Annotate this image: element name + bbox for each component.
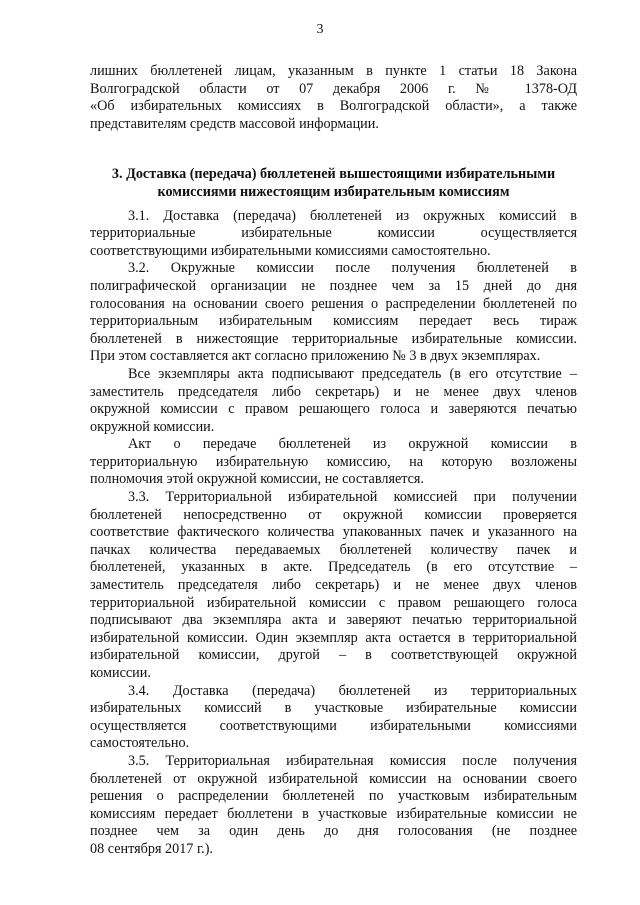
text-line: Акт о передаче бюллетеней из окружной комиссии в — [128, 436, 577, 453]
text-line: пачках количества передаваемых бюллетеней количеству пачек и — [90, 541, 577, 558]
text-line: «Об избирательных комиссиях в Волгоградской области», а также — [90, 98, 577, 115]
text-line: голосования на основании своего решения о распределении бюллетеней по — [90, 295, 577, 312]
paragraph-act-signers — [90, 366, 577, 436]
text-line: территориальную избирательную комиссию, на которую возложены — [90, 453, 577, 470]
text-line: 3.5. Территориальная избирательная комиссия после получения — [128, 752, 577, 769]
text-line: представителям средств массовой информации. — [90, 115, 379, 132]
section-heading — [90, 166, 577, 201]
text-line: бюллетеней непосредственно от окружной комиссии проверяется — [90, 506, 577, 523]
page-number: 3 — [316, 22, 324, 37]
text-line: соответствие фактического количества упакованных пачек и указанного на — [90, 524, 577, 541]
text-line: Волгоградской области от 07 декабря 2006 г. № 1378-ОД — [90, 80, 577, 97]
text-line: заместитель председателя либо секретарь) и не менее двух членов — [90, 577, 577, 594]
text-line: самостоятельно. — [90, 735, 190, 752]
text-line: подписывают два экземпляра акта и заверяют печатью территориальной — [90, 612, 577, 629]
paragraph-3-2 — [90, 260, 577, 366]
text-line: осуществляется соответствующими избирательными комиссиями — [90, 717, 577, 734]
text-line: позднее чем за один день до дня голосования (не позднее — [90, 823, 577, 840]
text-line: 3.2. Окружные комиссии после получения бюллетеней в — [128, 260, 577, 277]
text-line: 3.1. Доставка (передача) бюллетеней из окружных комиссий в — [128, 207, 577, 224]
text-line: бюллетеней, указанных в акте. Председатель (в его отсутствие – — [90, 559, 577, 576]
text-line: соответствующими избирательными комиссиями самостоятельно. — [90, 242, 491, 259]
text-line: бюллетеней от окружной избирательной комиссии на основании своего — [90, 770, 577, 787]
paragraph-3-5 — [90, 753, 577, 859]
text-line: лишних бюллетеней лицам, указанным в пункте 1 статьи 18 Закона — [90, 63, 577, 79]
text-line: заместитель председателя либо секретарь) и не менее двух членов — [90, 383, 577, 400]
text-line: комиссиям передает бюллетени в участковые избирательные комиссии не — [90, 805, 577, 822]
text-line: комиссии. — [90, 665, 151, 681]
text-line: 3.3. Территориальной избирательной комиссией при получении — [128, 489, 577, 506]
paragraph-3-3 — [90, 489, 577, 683]
text-line: При этом составляется акт согласно приложению № 3 в двух экземплярах. — [90, 348, 541, 365]
text-line: избирательной комиссии, другой – в соответствующей окружной — [90, 647, 577, 664]
document-body — [90, 63, 577, 859]
text-line: решения о распределении бюллетеней по участковым избирательным — [90, 788, 577, 805]
paragraph-3-4 — [90, 683, 577, 753]
paragraph-3-1 — [90, 208, 577, 261]
text-line: избирательных комиссий в участковые избирательные комиссии — [90, 700, 577, 717]
paragraph-act-transfer — [90, 436, 577, 489]
intro-paragraph — [90, 63, 577, 133]
text-line: 08 сентября 2017 г.). — [90, 840, 213, 857]
text-line: территориальные избирательные комиссии осуществляется — [90, 225, 577, 242]
text-line: 3.4. Доставка (передача) бюллетеней из территориальных — [128, 682, 577, 699]
heading-line: 3. Доставка (передача) бюллетеней вышестоящими избирательными — [111, 166, 556, 183]
text-line: окружной комиссии. — [90, 418, 215, 435]
text-line: территориальной избирательной комиссии с правом решающего голоса — [90, 594, 577, 611]
text-line: территориальным избирательным комиссиям передает весь тираж — [90, 313, 577, 330]
text-line: окружной комиссии с правом решающего голоса и заверяются печатью — [90, 401, 577, 418]
text-line: Все экземпляры акта подписывают председатель (в его отсутствие – — [128, 365, 577, 382]
text-line: полномочия этой окружной комиссии, не составляется. — [90, 471, 425, 488]
text-line: избирательной комиссии. Один экземпляр акта остается в территориальной — [90, 629, 577, 646]
heading-line: комиссиями нижестоящим избирательным комиссиям — [157, 183, 510, 200]
text-line: полиграфической организации не позднее чем за 15 дней до дня — [90, 277, 577, 294]
text-line: бюллетеней в нижестоящие территориальные избирательные комиссии. — [90, 330, 577, 347]
